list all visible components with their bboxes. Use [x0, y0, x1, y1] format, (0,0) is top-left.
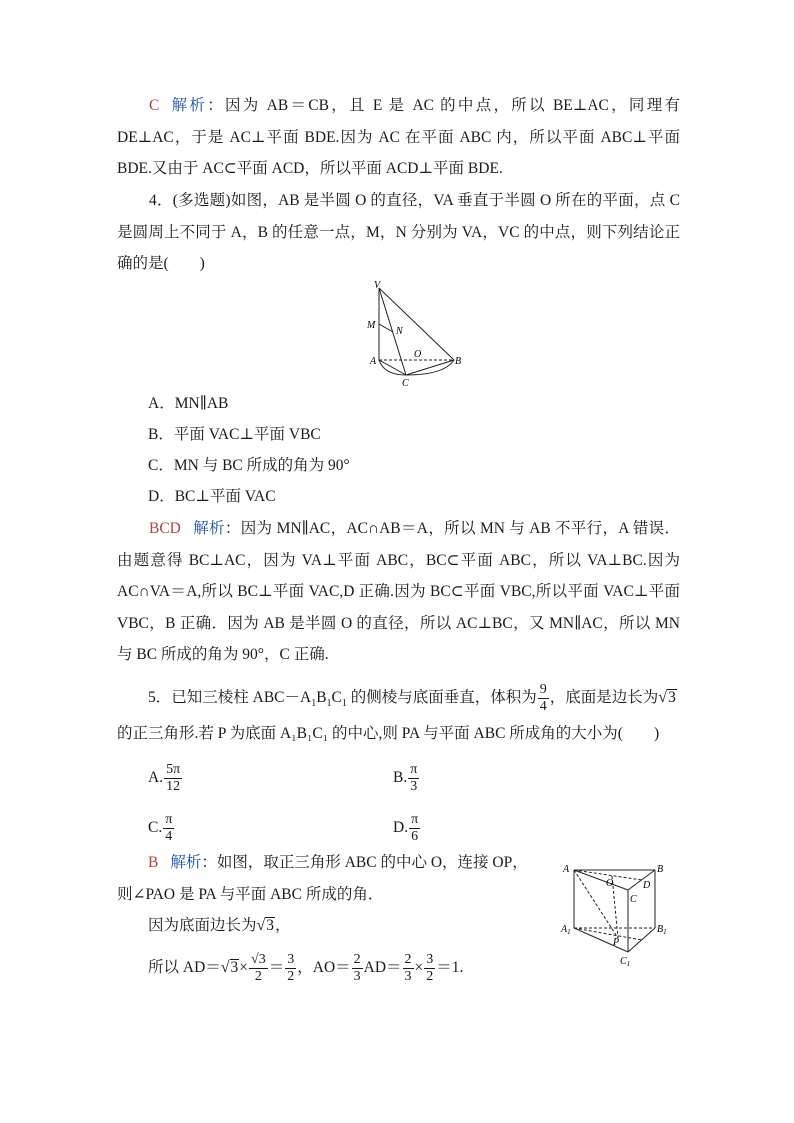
label-M: M [367, 320, 376, 331]
side-length: 3 [668, 689, 676, 706]
prism-label-C1 [620, 956, 630, 968]
sol4-f1d: 2 [254, 968, 262, 984]
solution-q5-text-3-end: ， [275, 917, 291, 934]
sol4-a: 所以 AD＝ [148, 959, 221, 976]
q4-option-a: A．MN∥AB [148, 395, 229, 412]
q5-stem-a: 5．已知三棱柱 ABC－A [148, 689, 312, 706]
answer-q4: BCD [149, 520, 181, 537]
prism-label-B: B [657, 864, 664, 875]
sol4-times: × [239, 959, 249, 976]
solution-q5-line1 [148, 852, 528, 874]
solution-q5-text-1: ：如图，取正三角形 ABC 的中心 O，连接 OP， [201, 854, 528, 871]
sol4-eq: ＝ [268, 959, 285, 976]
analysis-label: 解析 [170, 854, 202, 871]
solution-q5-line2: 则∠PAO 是 PA 与平面 ABC 所成的角． [117, 886, 384, 903]
figure-cone-semicircle [364, 280, 464, 390]
sol4-b: ，AO＝ [297, 959, 351, 976]
side-length-radical: 3 [266, 917, 275, 934]
prism-label-A1-main: A [561, 924, 568, 935]
q5-option-c-frac [163, 812, 174, 845]
figure-prism [560, 860, 680, 970]
q5-stem-b: B [316, 689, 327, 706]
sol4-frac2 [285, 952, 296, 985]
prism-label-P: P [613, 937, 620, 948]
analysis-label: 解析 [169, 97, 208, 114]
prism-label-C1-main: C [620, 956, 627, 967]
sol4-f5n: 3 [426, 951, 434, 967]
label-N: N [396, 326, 403, 337]
sol4-frac5 [424, 952, 435, 985]
solution-q4-text: ：因为 MN∥AC，AC∩AB＝A，所以 MN 与 AB 不平行，A 错误．由题意得 BC⊥AC，因为 VA⊥平面 ABC，BC⊂平面 ABC，所以 VA⊥BC.因为 AC∩VA＝A,所以 BC⊥平面 VAC,D 正确.因为 BC⊂平面 VBC,所以平面 VAC⊥平面 VBC，B 正确．因为 AB 是半圆 O 的直径，所以 AC⊥BC，又 MN∥AC，所以 MN 与 BC 所成的角为 90°，C 正确. [117, 520, 680, 663]
q5-option-a-num: 5π [166, 762, 181, 777]
sol4-f3d: 3 [353, 968, 361, 984]
prism-label-C: C [630, 894, 637, 905]
question-5-stem-line1: 5．已知三棱柱 $ABC-A_1B_1C_1$ 的侧棱与底面垂直，体积为 $\frac{9}{4}$ ，底面是边长为√3 [148, 681, 676, 714]
sol4-end: ＝1. [436, 959, 464, 976]
prism-label-A1 [560, 924, 571, 936]
prism-label-O: O [606, 878, 614, 889]
solution-q3 [117, 90, 680, 185]
q5-option-d-den: 6 [411, 829, 419, 844]
sol4-f3n: 2 [353, 951, 361, 967]
q5-option-c-num: π [165, 812, 173, 827]
sol4-f2n: 3 [287, 951, 295, 967]
solution-q5-text-3: 因为底面边长为 [148, 917, 257, 934]
question-4-text: 4．(多选题)如图，AB 是半圆 O 的直径，VA 垂直于半圆 O 所在的平面，点 C 是圆周上不同于 A，B 的任意一点，M，N 分别为 VA，VC 的中点，则下列结论正确的是( ) [117, 192, 680, 272]
prism-label-B1 [657, 924, 667, 936]
prism-label-D: D [643, 880, 651, 891]
label-B: B [455, 356, 462, 367]
q5-option-b-den: 3 [410, 779, 418, 794]
q4-option-d: D．BC⊥平面 VAC [148, 488, 276, 505]
q4-option-c: C．MN 与 BC 所成的角为 90° [148, 457, 350, 474]
prism-label-A1-sub: 1 [567, 928, 571, 936]
solution-q3-text: ：因为 AB＝CB，且 E 是 AC 的中点，所以 BE⊥AC，同理有 DE⊥AC，于是 AC⊥平面 BDE.因为 AC 在平面 ABC 内，所以平面 ABC⊥平面 BDE.又由于 AC⊂平面 ACD，所以平面 ACD⊥平面 BDE. [117, 97, 680, 177]
sol4-f2d: 2 [287, 968, 295, 984]
answer-q5: B [148, 854, 159, 871]
q5-option-c-label: C. [148, 819, 163, 837]
sol4-c: AD＝ [363, 959, 402, 976]
sol4-rad: 3 [230, 959, 239, 976]
q4-option-b: B．平面 VAC⊥平面 VBC [148, 426, 321, 443]
sol4-f1n: √3 [251, 951, 266, 967]
solution-q4 [117, 513, 680, 671]
q5-option-d-frac [409, 812, 420, 845]
q5-option-a-label: A. [148, 769, 164, 787]
q5-option-d-label: D. [393, 819, 409, 837]
sol4-f4n: 2 [404, 951, 412, 967]
label-A: A [370, 356, 377, 367]
question-5-stem-line2: 的正三角形.若 P 为底面 A₁B₁C₁ 的中心,则 PA 与平面 ABC 所成角的大小为( ) [117, 725, 660, 742]
sol4-frac4 [403, 952, 414, 985]
q5-option-a [148, 762, 183, 795]
sol4-frac3 [352, 952, 363, 985]
q5-option-d [393, 812, 421, 845]
sol4-frac1 [249, 952, 268, 985]
sol4-f5d: 2 [426, 968, 434, 984]
prism-label-C1-sub: 1 [626, 960, 631, 968]
label-V: V [374, 280, 381, 291]
q5-option-d-num: π [411, 812, 419, 827]
q5-stem-c: C [331, 689, 342, 706]
q5-stem-e: ，底面是边长为 [549, 689, 659, 706]
q5-option-b-frac [408, 762, 419, 795]
q5-option-c [148, 812, 175, 845]
answer-q3: C [149, 97, 160, 114]
q5-option-a-den: 12 [166, 779, 181, 794]
prism-label-B1-main: B [657, 924, 664, 935]
volume-denominator: 4 [539, 698, 547, 714]
label-O: O [414, 349, 422, 360]
q5-option-b [393, 762, 420, 795]
q5-option-b-num: π [410, 762, 418, 777]
prism-label-B1-sub: 1 [663, 928, 667, 936]
prism-label-A: A [563, 864, 570, 875]
q5-stem-d: 的侧棱与底面垂直，体积为 [346, 689, 537, 706]
solution-q5-line4: 所以 AD＝√3× $\frac{√3}{2}$ ＝ $\frac{3}{2}$ ，AO＝ $\frac{2}{3}$ AD＝ $\frac{2}{3}$ × $\frac{3}{2}$ ＝1. [148, 951, 464, 984]
q5-option-b-label: B. [393, 769, 408, 787]
sol4-times2: × [414, 959, 424, 976]
volume-fraction [538, 682, 549, 715]
solution-q5-line3: 因为底面边长为√3， [148, 917, 291, 934]
q5-option-c-den: 4 [165, 829, 173, 844]
volume-numerator: 9 [539, 681, 547, 697]
q5-option-a-frac [164, 762, 182, 795]
question-4-stem [117, 185, 680, 280]
label-C: C [402, 378, 409, 389]
sol4-f4d: 3 [404, 968, 412, 984]
analysis-label: 解析 [192, 520, 225, 537]
